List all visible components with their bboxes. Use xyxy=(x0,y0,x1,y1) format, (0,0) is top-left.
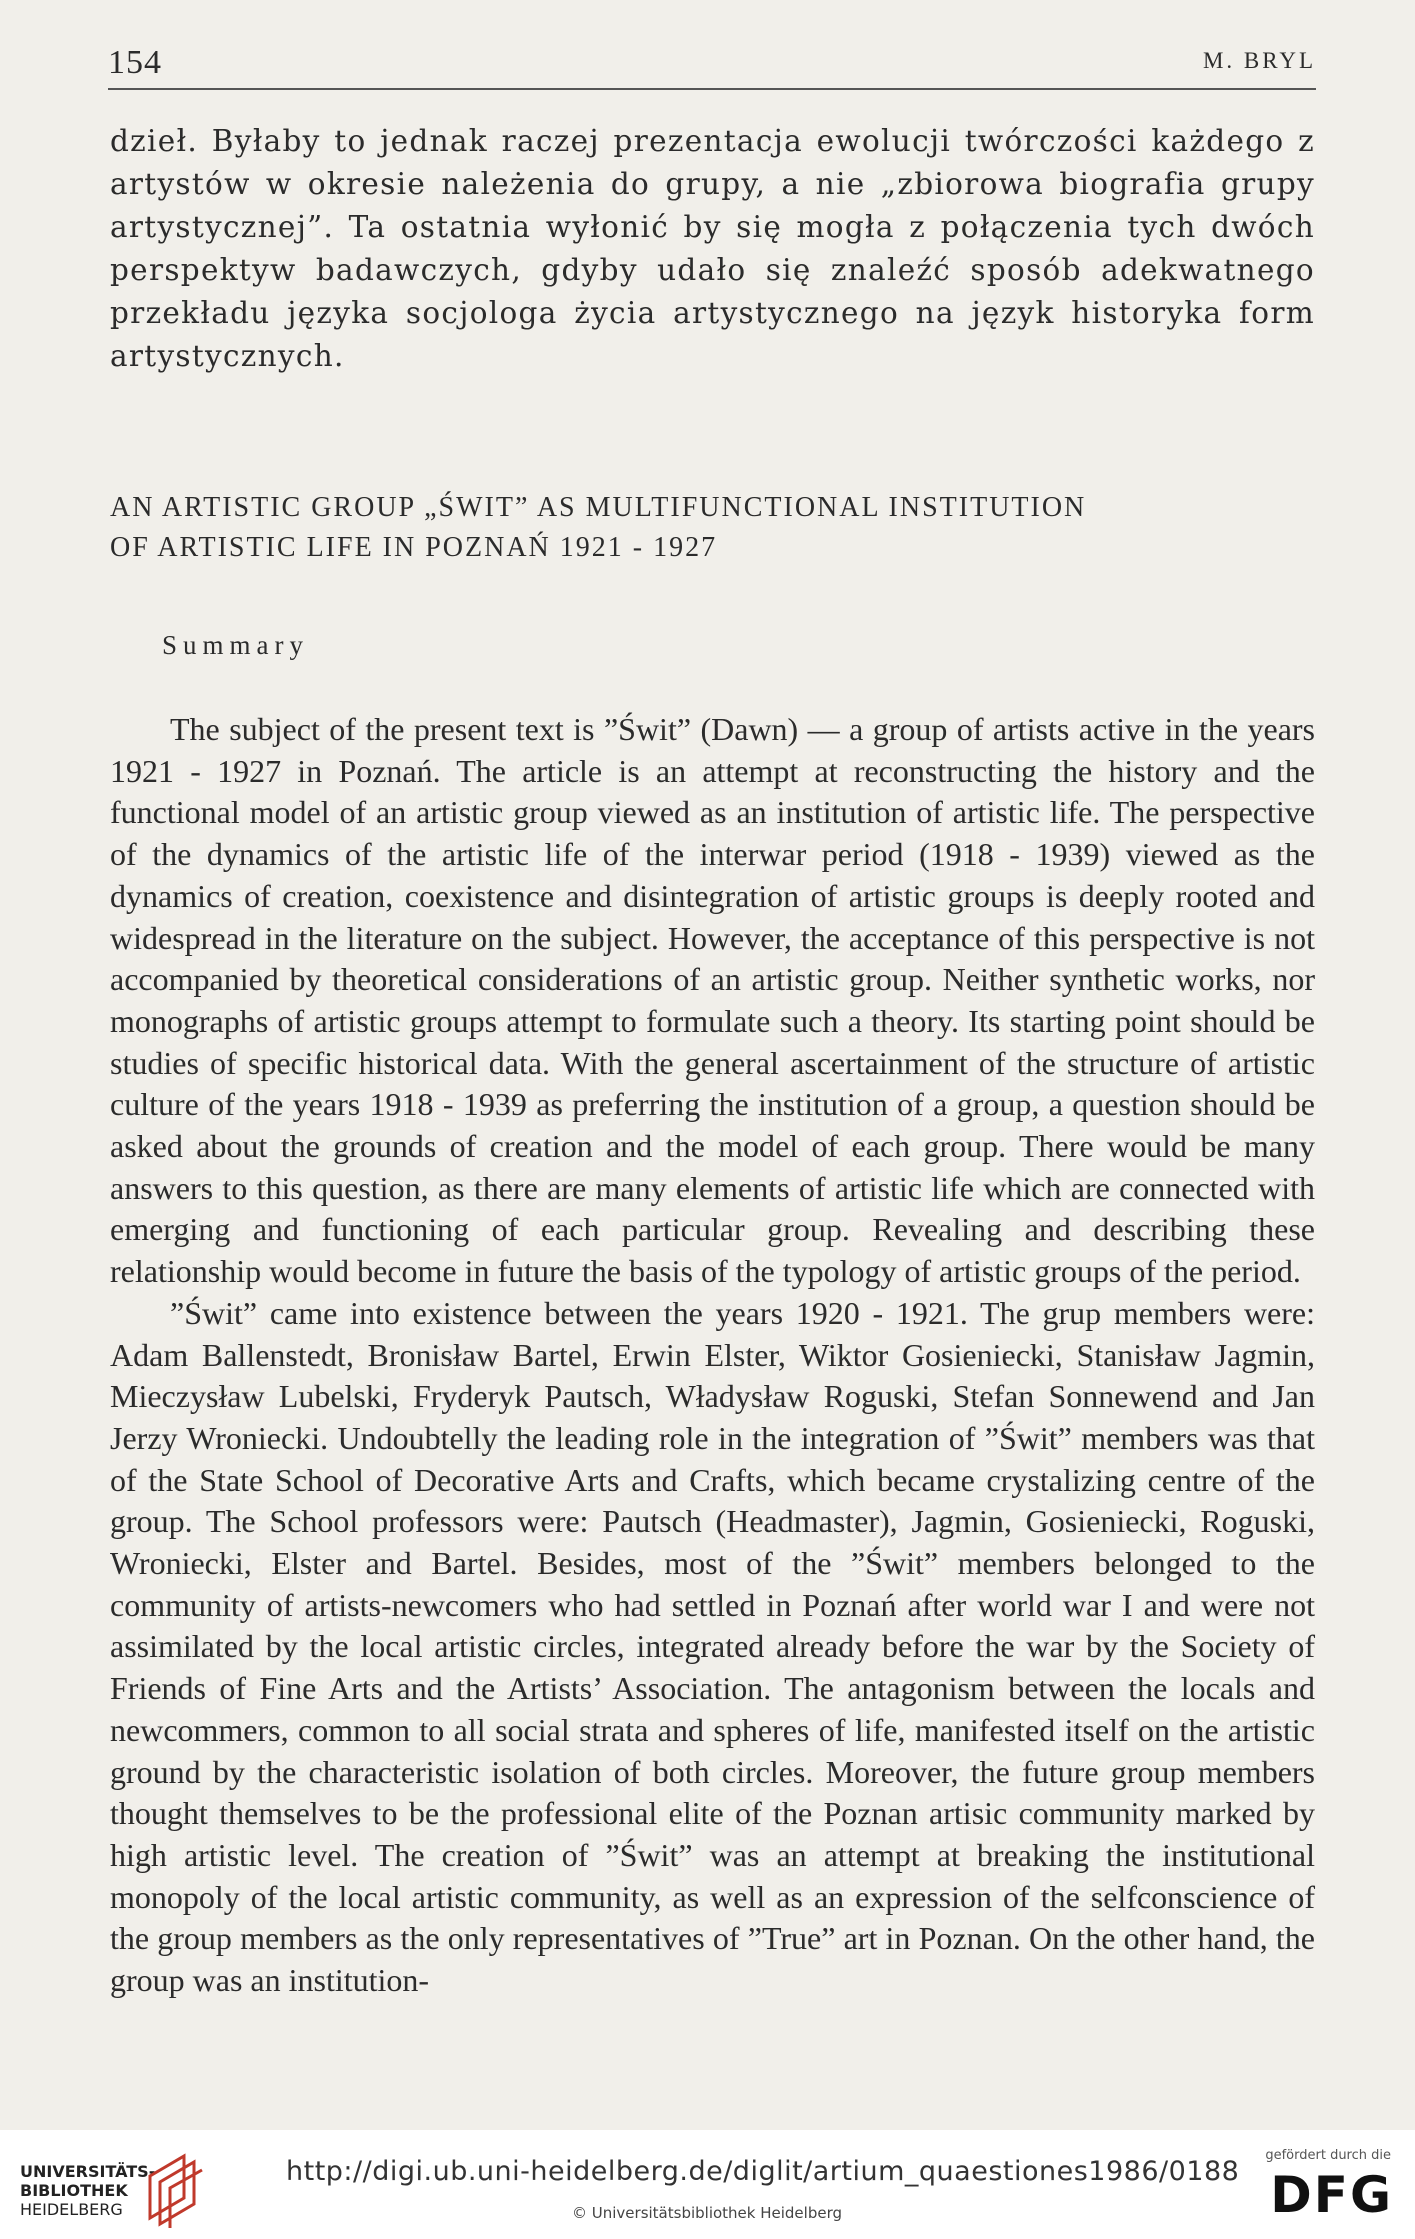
library-logo-icon xyxy=(140,2148,212,2228)
article-title xyxy=(110,488,1315,568)
page-body xyxy=(110,120,1315,2002)
digitization-footer xyxy=(0,2130,1415,2239)
summary-heading: Summary xyxy=(162,630,309,660)
running-header xyxy=(108,40,1316,90)
summary-paragraph-2: ”Świt” came into existence between the years 1920 - 1921. The grup members were: Adam Ballenstedt, Bronisław Bartel, Erwin Elster, Wiktor Gosieniecki, Stanisław Jagmin, Mieczysław Lubelski, Fryderyk Pautsch, Władysław Roguski, Stefan Sonnewend and Jan Jerzy Wroniecki. Undoubtelly the leading role in the integration of ”Świt” members was that of the State School of Decorative Arts and Crafts, which became crystalizing centre of the group. The School professors were: Pautsch (Headmaster), Jagmin, Gosieniecki, Roguski, Wroniecki, Elster and Bartel. Besides, most of the ”Świt” members belonged to the community of artists-newcomers who had settled in Poznań after world war I and were not assimilated by the local artistic circles, integrated already before the war by the Society of Friends of Fine Arts and the Artists’ Association. The antagonism between the locals and newcommers, common to all social strata and spheres of life, manifested itself on the artistic ground by the characteristic isolation of both circles. Moreover, the future group members thought themselves to be the professional elite of the Poznan artisic community marked by high artistic level. The creation of ”Świt” was an attempt at breaking the institutional monopoly of the local artistic community, as well as an expression of the selfconscience of the group members as the only representatives of ”True” art in Poznan. On the other hand, the group was an institution- xyxy=(110,1294,1315,1999)
library-line-2: BIBLIOTHEK xyxy=(20,2181,128,2200)
summary-paragraph-1: The subject of the present text is ”Świt” (Dawn) — a group of artists active in the years 1921 - 1927 in Poznań. The article is an attempt at reconstructing the history and the functional model of an artistic group viewed as an institution of artistic life. The perspective of the dynamics of the artistic life of the interwar period (1918 - 1939) viewed as the dynamics of creation, coexistence and disintegration of artistic groups is deeply rooted and widespread in the literature on the subject. However, the acceptance of this perspective is not accompanied by theoretical considerations of an artistic group. Neither synthetic works, nor monographs of artistic groups attempt to formulate such a theory. Its starting point should be studies of specific historical data. With the general ascertainment of the structure of artistic culture of the years 1918 - 1939 as preferring the institution of a group, a question should be asked about the grounds of creation and the model of each group. There would be many answers to this question, as there are many elements of artistic life which are connected with emerging and functioning of each particular group. Revealing and describing these relationship would become in future the basis of the typology of artistic groups of the period. xyxy=(110,711,1315,1290)
title-line-1: AN ARTISTIC GROUP „ŚWIT” AS MULTIFUNCTIONAL INSTITUTION xyxy=(110,492,1087,523)
copyright-notice: © Universitätsbibliothek Heidelberg xyxy=(572,2204,843,2222)
funded-by-label: gefördert durch die xyxy=(1265,2148,1391,2163)
dfg-logo: DFG xyxy=(1270,2166,1393,2224)
library-line-3: HEIDELBERG xyxy=(20,2200,123,2219)
intro-paragraph: dzieł. Byłaby to jednak raczej prezentacja ewolucji twórczości każdego z artystów w okresie należenia do grupy, a nie „zbiorowa biografia grupy artystycznej”. Ta ostatnia wyłonić by się mogła z połączenia tych dwóch perspektyw badawczych, gdyby udało się znaleźć sposób adekwatnego przekładu języka socjologa życia artystycznego na język historyka form artystycznych. xyxy=(110,124,1315,373)
library-name xyxy=(20,2162,155,2219)
library-line-1: UNIVERSITÄTS- xyxy=(20,2162,156,2181)
title-line-2: OF ARTISTIC LIFE IN POZNAŃ 1921 - 1927 xyxy=(110,532,718,563)
source-url-link[interactable]: http://digi.ub.uni-heidelberg.de/diglit/artium_quaestiones1986/0188 xyxy=(286,2156,1240,2187)
page-number: 154 xyxy=(108,44,162,81)
running-author: M. BRYL xyxy=(1202,48,1316,73)
